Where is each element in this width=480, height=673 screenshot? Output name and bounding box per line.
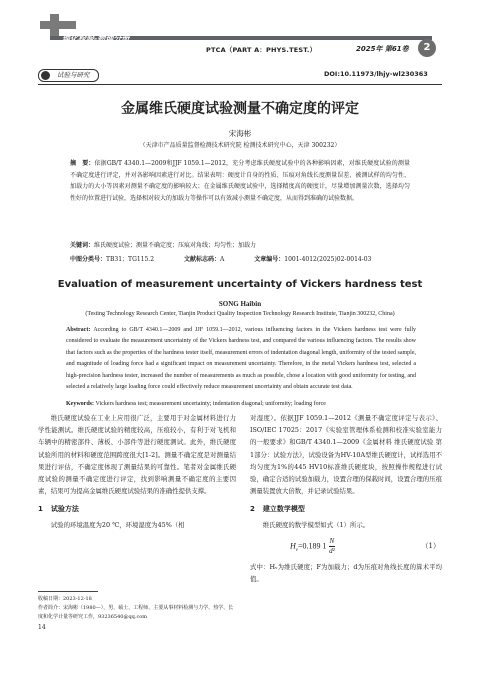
body-column-left: [38, 412, 236, 531]
received-date: 收稿日期：2023-12-18: [38, 596, 92, 602]
abstract-en-label: Abstract:: [66, 327, 91, 333]
body-column-right: [250, 412, 442, 585]
author-en: SONG Haibin: [218, 300, 262, 308]
equation-numerator: N: [329, 536, 335, 545]
journal-logo: [30, 10, 200, 50]
article-no-value: 1001-4012(2025)02-0014-03: [284, 256, 372, 263]
affiliation-en: (Testing Technology Research Center, Tianjin Product Quality Inspection Technology Research Institute, Tianjin 300232, China): [85, 311, 395, 317]
clc-label: 中图分类号：: [70, 256, 107, 263]
section-tag-icon: [41, 71, 50, 80]
abstract-cn: [70, 158, 410, 204]
author-info: 作者简介：宋海彬（1980—），男，硕士，工程师，主要从事材料检测与力学、热学、长度和化学计量等研究工作，93236540@qq.com: [38, 605, 234, 620]
issue-number-badge: 2: [418, 39, 436, 57]
journal-logo-text: 理化检验-物理分册: [62, 34, 130, 43]
body-paragraph: 试验的环境温度为20 ℃，环境湿度为45%（相: [50, 520, 185, 529]
section-tag: 试验与研究: [38, 69, 99, 82]
abstract-en-text: According to GB/T 4340.1—2009 and JJF 1059.1—2012, various influencing factors in the Vickers hardness test were fully considered to evaluate the measurement uncertainty of the Vickers hardness test, and compared the various influencing factors. The results show that factors such as the properties of the hardness tester itself, measurement errors of indentation diagonal length, uniformity of the tested sample, and magnitude of loading force had a significant impact on measurement uncertainty. Therefore, in the metal Vickers hardness test, selected a high-precision hardness tester, increased the number of measurements as much as possible, chose a location with good uniformity for testing, and selected a relatively large loading force could effectively reduce measurement uncertainty and obtain accurate test data.: [66, 327, 416, 391]
doi: DOI:10.11973/lhjy-wl230363: [324, 70, 428, 78]
body-paragraph: 对湿度）。依据JJF 1059.1—2012《测量不确定度评定与表示》、ISO/IEC 17025：2017《实验室管理体系检测和校准实验室能力的一般要求》和GB/T 4340.1—2009《金属材料 维氏硬度试验 第1部分：试验方法》，试验设备为HV-10A型维氏硬度计，试样选用不均匀度为1%的445 HV10标准维氏硬度块，按照操作规程进行试验，确定合适的试验加载力，设置合理的保载时间，设置合理的压痕测量装置放大倍数，并记录试验结果。: [250, 414, 442, 496]
section-title: 试验方法: [50, 505, 79, 514]
keywords-cn: [70, 241, 410, 251]
section-title: 建立数学模型: [262, 505, 305, 514]
abstract-cn-text: 依据GB/T 4340.1—2009和JJF 1059.1—2012，充分考虑维氏硬度试验中的各种影响因素，对维氏硬度试验的测量不确定度进行评定，并对各影响因素进行对比。结果表明：硬度计自身的性质、压痕对角线长度测量误差、被测试样的均匀性、加载力的大小等因素对测量不确定度的影响较大；在金属维氏硬度试验中，选择精度高的硬度计，尽量增加测量次数，选择均匀性好的位置进行试验，选择相对较大的加载力等操作可以有效减小测量不确定度，从而得到准确的试验数据。: [70, 160, 410, 202]
title-en: Evaluation of measurement uncertainty of Vickers hardness test: [57, 279, 423, 290]
doc-code-value: A: [219, 256, 225, 263]
doc-code-label: 文献标志码：: [183, 256, 220, 263]
clc-value: TB31；TG115.2: [106, 256, 155, 263]
article-no-label: 文章编号：: [254, 256, 285, 263]
equation-number: （1）: [421, 541, 440, 550]
abstract-cn-label: 摘 要：: [70, 160, 95, 167]
classification-row: [70, 254, 410, 263]
section-number: 1: [38, 505, 43, 514]
section-number: 2: [250, 505, 255, 514]
keywords-en: [66, 399, 416, 409]
affiliation-cn: （天津市产品质量监督检测技术研究院 检测技术研究中心，天津 300232）: [139, 142, 341, 149]
body-paragraph: 维氏硬度的数学模型如式（1）所示。: [262, 520, 370, 529]
top-rule: [38, 84, 442, 85]
page-number: 14: [38, 624, 46, 631]
issue-label: 2025年 第61卷: [356, 45, 409, 53]
equation-fraction: [329, 537, 336, 556]
equation-body: $H_v=0.189$ 1 $\frac{N}{\text{d²}}$: [290, 536, 335, 555]
author-cn: 宋海彬: [228, 129, 252, 138]
footnote: [38, 595, 236, 622]
keywords-cn-text: 维氏硬度试验；测量不确定度；压痕对角线；均匀性；加载力: [94, 242, 257, 249]
section-heading-1: [38, 503, 236, 515]
abstract-en: [66, 325, 416, 393]
equation-denominator: d²: [329, 546, 335, 555]
body-paragraph: 式中：Hᵥ为维氏硬度；F为加载力；d为压痕对角线长度的算术平均值。: [250, 562, 442, 584]
body-paragraph: 维氏硬度试验在工业上应用很广泛，主要用于对金属材料进行力学性能测试。维氏硬度试验的精度较高，压痕较小，有利于对飞机和车辆中的精密部件、薄板、小部件等进行硬度测试。此外，维氏硬度试验所用的材料和硬度范围跨度很大[1-2]。测量不确定度是对测量结果进行评估，不确定度体现了测量结果的可靠性。笔者对金属维氏硬度试验的测量不确定度进行评定，找到影响测量不确定度的主要因素，结果可为提高金属维氏硬度试验结果的准确性提供支撑。: [38, 414, 236, 496]
journal-name: PTCA（PART A：PHYS.TEST.）: [206, 46, 317, 54]
section-heading-2: [250, 503, 442, 515]
keywords-cn-label: 关键词：: [70, 242, 95, 249]
keywords-en-label: Keywords:: [66, 401, 94, 407]
title-cn: 金属维氏硬度试验测量不确定度的评定: [121, 101, 359, 117]
footnote-rule: [38, 591, 98, 592]
equation-1: [250, 534, 442, 558]
keywords-en-text: Vickers hardness test; measurement uncertainty; indentation diagonal; uniformity; loading force: [95, 401, 326, 407]
